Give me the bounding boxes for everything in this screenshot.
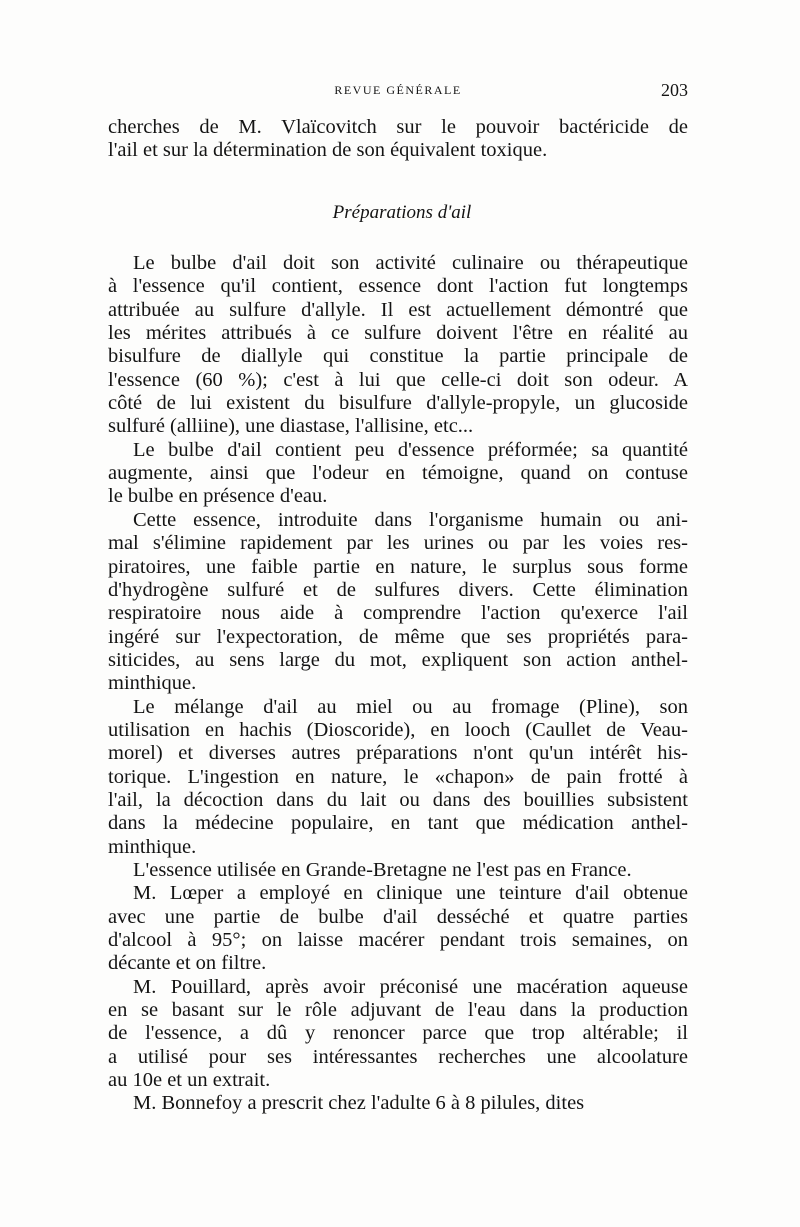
text-line: augmente, ainsi que l'odeur en témoigne, quand on contuse [108, 462, 688, 485]
paragraph-bulbe-activite [108, 252, 688, 439]
body-text [108, 116, 688, 1116]
text-line: décante et on filtre. [108, 952, 267, 975]
text-line: respiratoire nous aide à comprendre l'action qu'exerce l'ail [108, 602, 688, 625]
text-line: les mérites attribués à ce sulfure doivent l'être en réalité au [108, 322, 688, 345]
text-line: minthique. [108, 672, 197, 695]
paragraph-bonnefoy [108, 1092, 688, 1115]
text-line: en se basant sur le rôle adjuvant de l'eau dans la production [108, 999, 688, 1022]
text-line: Le bulbe d'ail contient peu d'essence préformée; sa quantité [133, 438, 688, 461]
text-line: a utilisé pour ses intéressantes recherches une alcoolature [108, 1045, 688, 1068]
text-line: minthique. [108, 835, 197, 858]
text-line: morel) et diverses autres préparations n'ont qu'un intérêt his- [108, 742, 688, 765]
paragraph-preparations-historiques [108, 696, 688, 859]
text-line: l'ail, la décoction dans du lait ou dans des bouillies subsistent [108, 788, 688, 811]
text-line: le bulbe en présence d'eau. [108, 485, 328, 508]
section-title: Préparations d'ail [332, 201, 472, 223]
paragraph-essence-preformee [108, 439, 688, 509]
text-line: avec une partie de bulbe d'ail desséché et quatre parties [108, 905, 688, 928]
text-line: l'ail et sur la détermination de son équivalent toxique. [108, 139, 548, 162]
text-line: bisulfure de diallyle qui constitue la partie principale de [108, 345, 688, 368]
page-number: 203 [661, 80, 688, 100]
running-head [108, 80, 688, 100]
text-line: L'essence utilisée en Grande-Bretagne ne l'est pas en France. [133, 858, 632, 881]
paragraph-pouillard [108, 976, 688, 1093]
text-line: dans la médecine populaire, en tant que médication anthel- [108, 812, 688, 835]
text-line: cherches de M. Vlaïcovitch sur le pouvoir bactéricide de [108, 116, 688, 138]
text-line: Cette essence, introduite dans l'organisme humain ou ani- [133, 508, 688, 531]
paragraph-elimination [108, 509, 688, 696]
text-line: d'hydrogène sulfuré et de sulfures divers. Cette élimination [108, 578, 688, 601]
text-line: utilisation en hachis (Dioscoride), en looch (Caullet de Veau- [108, 718, 688, 741]
paragraph-grande-bretagne [108, 859, 688, 882]
text-line: à l'essence qu'il contient, essence dont l'action fut longtemps [108, 275, 688, 298]
text-line: de l'essence, a dû y renoncer parce que trop altérable; il [108, 1022, 688, 1045]
text-line: Le mélange d'ail au miel ou au fromage (Pline), son [133, 695, 688, 718]
text-line: ingéré sur l'expectoration, de même que ses propriétés para- [108, 625, 688, 648]
text-line: M. Lœper a employé en clinique une teinture d'ail obtenue [133, 882, 688, 905]
text-line: attribuée au sulfure d'allyle. Il est actuellement démontré que [108, 298, 688, 321]
text-line: côté de lui existent du bisulfure d'allyle-propyle, un glucoside [108, 392, 688, 415]
text-line: M. Bonnefoy a prescrit chez l'adulte 6 à 8 pilules, dites [133, 1092, 585, 1115]
text-line: M. Pouillard, après avoir préconisé une macération aqueuse [133, 975, 688, 998]
text-line: torique. L'ingestion en nature, le «chapon» de pain frotté à [108, 765, 688, 788]
text-line: l'essence (60 %); c'est à lui que celle-ci doit son odeur. A [108, 368, 688, 391]
text-line: piratoires, une faible partie en nature, le surplus sous forme [108, 555, 688, 578]
text-line: au 10e et un extrait. [108, 1069, 271, 1092]
text-line: siticides, au sens large du mot, expliquent son action anthel- [108, 648, 688, 671]
paragraph-continuation [108, 116, 688, 163]
running-title: REVUE GÉNÉRALE [334, 83, 462, 97]
text-line: Le bulbe d'ail doit son activité culinaire ou thérapeutique [133, 252, 688, 275]
paragraph-teinture-loeper [108, 882, 688, 975]
text-line: mal s'élimine rapidement par les urines ou par les voies res- [108, 532, 688, 555]
text-line: sulfuré (alliine), une diastase, l'allisine, etc... [108, 415, 474, 438]
text-line: d'alcool à 95°; on laisse macérer pendant trois semaines, on [108, 929, 688, 951]
